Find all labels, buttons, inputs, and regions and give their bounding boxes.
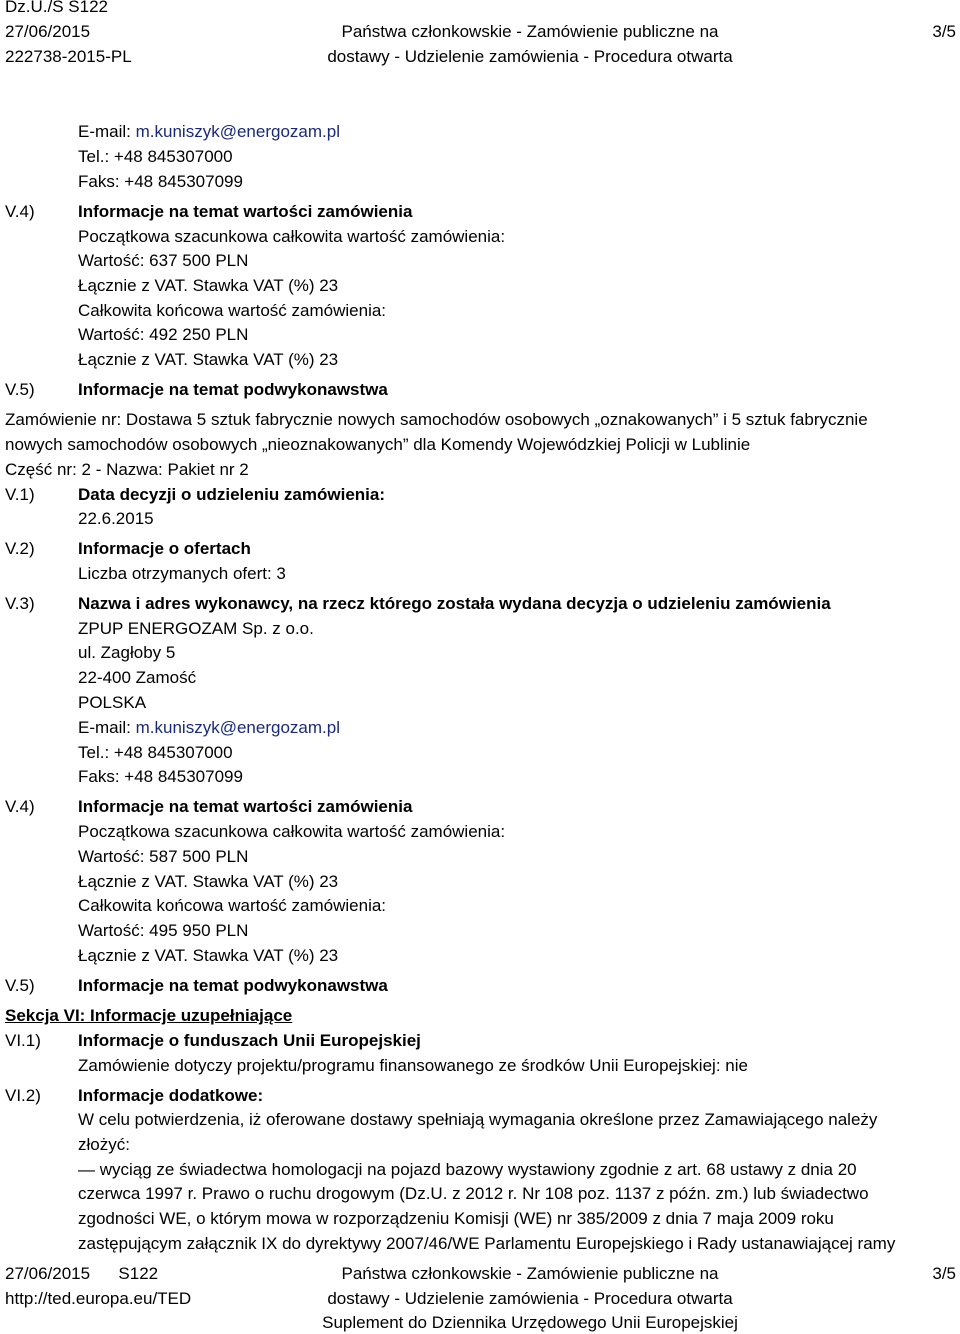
email-link[interactable]: m.kuniszyk@energozam.pl bbox=[135, 122, 340, 141]
section-heading: Informacje o funduszach Unii Europejskiej bbox=[78, 1031, 421, 1050]
contact-tel: Tel.: +48 845307000 bbox=[78, 147, 233, 166]
contact-fax: Faks: +48 845307099 bbox=[78, 767, 243, 786]
contractor-name: ZPUP ENERGOZAM Sp. z o.o. bbox=[78, 619, 314, 638]
header-notice-id: 222738-2015-PL bbox=[5, 47, 132, 66]
initial-vat: Łącznie z VAT. Stawka VAT (%) 23 bbox=[78, 276, 339, 295]
section-heading: Informacje na temat wartości zamówienia bbox=[78, 202, 413, 221]
order-title-line2: nowych samochodów osobowych „nieoznakowanych” dla Komendy Wojewódzkiej Policji w Lublinie bbox=[5, 435, 751, 454]
footer-ted-link[interactable]: http://ted.europa.eu/TED bbox=[5, 1289, 192, 1308]
footer-title-line2: dostawy - Udzielenie zamówienia - Procedura otwarta bbox=[327, 1289, 733, 1308]
section-heading: Informacje dodatkowe: bbox=[78, 1086, 264, 1105]
initial-value-label: Początkowa szacunkowa całkowita wartość zamówienia: bbox=[78, 227, 506, 246]
footer-date-ref: 27/06/2015 S122 bbox=[5, 1264, 159, 1283]
additional-info-line: zastępującym załącznik IX do dyrektywy 2007/46/WE Parlamentu Europejskiego i Rady ustanawiającej ramy bbox=[78, 1234, 896, 1253]
header-page-number: 3/5 bbox=[932, 22, 956, 41]
additional-info-line: zgodności WE, o którym mowa w rozporządzeniu Komisji (WE) nr 385/2009 z dnia 7 maja 2009 roku bbox=[78, 1209, 834, 1228]
footer-supplement: Suplement do Dziennika Urzędowego Unii Europejskiej bbox=[322, 1313, 738, 1332]
section-number: V.5) bbox=[5, 976, 35, 995]
contact-fax: Faks: +48 845307099 bbox=[78, 172, 243, 191]
section-heading: Informacje na temat wartości zamówienia bbox=[78, 797, 413, 816]
section-number: V.4) bbox=[5, 797, 35, 816]
additional-info-line: złożyć: bbox=[78, 1135, 130, 1154]
section-number: V.4) bbox=[5, 202, 35, 221]
additional-info-line: czerwca 1997 r. Prawo o ruchu drogowym (Dz.U. z 2012 r. Nr 108 poz. 1137 z późn. zm.) lub świadectwo bbox=[78, 1184, 869, 1203]
additional-info-line: — wyciąg ze świadectwa homologacji na pojazd bazowy wystawiony zgodnie z art. 68 ustawy z dnia 20 bbox=[78, 1160, 857, 1179]
footer-title-line1: Państwa członkowskie - Zamówienie publiczne na bbox=[341, 1264, 719, 1283]
email-link[interactable]: m.kuniszyk@energozam.pl bbox=[135, 718, 340, 737]
initial-value-label: Początkowa szacunkowa całkowita wartość zamówienia: bbox=[78, 822, 506, 841]
section-heading: Informacje o ofertach bbox=[78, 539, 251, 558]
initial-value: Wartość: 587 500 PLN bbox=[78, 847, 249, 866]
final-value-label: Całkowita końcowa wartość zamówienia: bbox=[78, 896, 387, 915]
section-heading: Informacje na temat podwykonawstwa bbox=[78, 380, 388, 399]
order-part: Część nr: 2 - Nazwa: Pakiet nr 2 bbox=[5, 460, 249, 479]
decision-date: 22.6.2015 bbox=[78, 509, 154, 528]
contact-tel: Tel.: +48 845307000 bbox=[78, 743, 233, 762]
additional-info-line: W celu potwierdzenia, iż oferowane dostawy spełniają wymagania określone przez Zamawiającego należy bbox=[78, 1110, 878, 1129]
section-number: V.2) bbox=[5, 539, 35, 558]
initial-vat: Łącznie z VAT. Stawka VAT (%) 23 bbox=[78, 872, 339, 891]
contact-email-row bbox=[78, 718, 340, 738]
header-title-line2: dostawy - Udzielenie zamówienia - Procedura otwarta bbox=[327, 47, 733, 66]
final-vat: Łącznie z VAT. Stawka VAT (%) 23 bbox=[78, 946, 339, 965]
initial-value: Wartość: 637 500 PLN bbox=[78, 251, 249, 270]
section-heading: Informacje na temat podwykonawstwa bbox=[78, 976, 388, 995]
final-value-label: Całkowita końcowa wartość zamówienia: bbox=[78, 301, 387, 320]
section-number: V.1) bbox=[5, 485, 35, 504]
section-vi-title: Sekcja VI: Informacje uzupełniające bbox=[5, 1006, 293, 1025]
contractor-street: ul. Zagłoby 5 bbox=[78, 643, 176, 662]
contact-email-row bbox=[78, 122, 340, 142]
email-label: E-mail: bbox=[78, 718, 131, 737]
final-value: Wartość: 492 250 PLN bbox=[78, 325, 249, 344]
section-number: VI.1) bbox=[5, 1031, 41, 1050]
contractor-country: POLSKA bbox=[78, 693, 147, 712]
final-value: Wartość: 495 950 PLN bbox=[78, 921, 249, 940]
section-number: V.5) bbox=[5, 380, 35, 399]
header-journal-ref: Dz.U./S S122 bbox=[5, 0, 108, 16]
section-number: V.3) bbox=[5, 594, 35, 613]
offers-count: Liczba otrzymanych ofert: 3 bbox=[78, 564, 286, 583]
email-label: E-mail: bbox=[78, 122, 131, 141]
header-title-line1: Państwa członkowskie - Zamówienie publiczne na bbox=[341, 22, 719, 41]
section-heading: Data decyzji o udzieleniu zamówienia: bbox=[78, 485, 386, 504]
section-heading: Nazwa i adres wykonawcy, na rzecz którego została wydana decyzja o udzieleniu zamówienia bbox=[78, 594, 831, 613]
final-vat: Łącznie z VAT. Stawka VAT (%) 23 bbox=[78, 350, 339, 369]
footer-page-number: 3/5 bbox=[932, 1264, 956, 1283]
section-number: VI.2) bbox=[5, 1086, 41, 1105]
order-title-line1: Zamówienie nr: Dostawa 5 sztuk fabrycznie nowych samochodów osobowych „oznakowanych” i 5 sztuk fabrycznie bbox=[5, 410, 868, 429]
header-date: 27/06/2015 bbox=[5, 22, 91, 41]
eu-funds-text: Zamówienie dotyczy projektu/programu finansowanego ze środków Unii Europejskiej: nie bbox=[78, 1056, 748, 1075]
contractor-city: 22-400 Zamość bbox=[78, 668, 197, 687]
